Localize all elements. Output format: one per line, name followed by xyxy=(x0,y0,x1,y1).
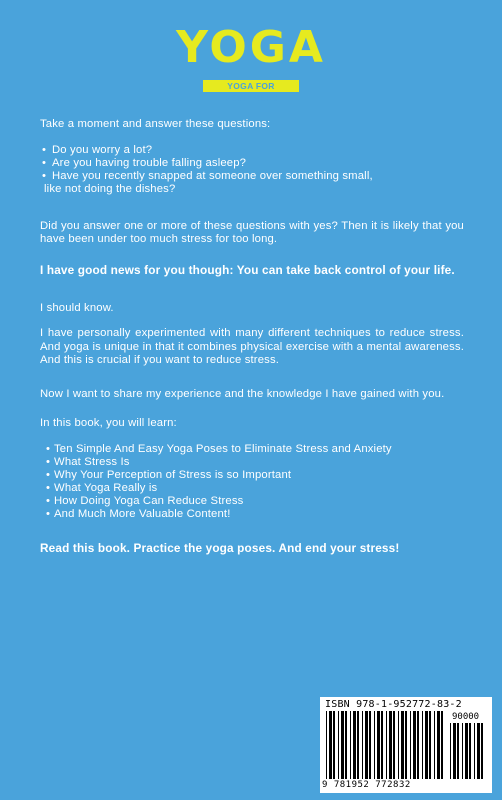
closing-line: Read this book. Practice the yoga poses. And end your stress! xyxy=(40,540,400,555)
blurb-text xyxy=(40,118,464,556)
learn-item: • What Stress Is xyxy=(46,456,464,469)
good-news-paragraph: I have good news for you though: You can take back control of your life. xyxy=(40,262,455,277)
price-code-text: 90000 xyxy=(452,712,480,722)
brand-title: YOGA xyxy=(176,22,326,73)
learn-intro-line: In this book, you will learn: xyxy=(40,417,177,429)
question-item-line: Have you recently snapped at someone over something small, xyxy=(52,169,373,182)
learn-item: • Why Your Perception of Stress is so Important xyxy=(46,469,464,482)
learn-item: • Ten Simple And Easy Yoga Poses to Eliminate Stress and Anxiety xyxy=(46,443,464,456)
question-item: • Do you worry a lot? xyxy=(40,144,464,157)
learn-item: • And Much More Valuable Content! xyxy=(46,508,464,521)
ean-text: 9 781952 772832 xyxy=(322,780,411,790)
share-paragraph: Now I want to share my experience and the knowledge I have gained with you. xyxy=(40,387,445,400)
barcode-box xyxy=(320,697,492,793)
question-list xyxy=(40,144,464,196)
barcode-addon-bars xyxy=(450,723,488,779)
experiment-paragraph: I have personally experimented with many different techniques to reduce stress. And yoga is unique in that it combines physical exercise with a mental awareness. And this is crucial if you want to reduce stress. xyxy=(40,327,464,366)
question-item xyxy=(40,170,464,196)
brand-subtitle-badge: YOGA FOR BEGINNERS xyxy=(203,80,299,92)
question-item: • Are you having trouble falling asleep? xyxy=(40,157,464,170)
barcode-bars xyxy=(326,711,448,779)
intro-line: Take a moment and answer these questions: xyxy=(40,118,271,130)
stress-paragraph: Did you answer one or more of these questions with yes? Then it is likely that you have been under too much stress for too long. xyxy=(40,219,464,245)
learn-item: • What Yoga Really is xyxy=(46,482,464,495)
learn-item: • How Doing Yoga Can Reduce Stress xyxy=(46,495,464,508)
learn-list xyxy=(46,443,464,521)
should-know-line: I should know. xyxy=(40,301,114,314)
question-item-continuation: like not doing the dishes? xyxy=(44,182,176,195)
isbn-text: ISBN 978-1-952772-83-2 xyxy=(325,699,462,710)
